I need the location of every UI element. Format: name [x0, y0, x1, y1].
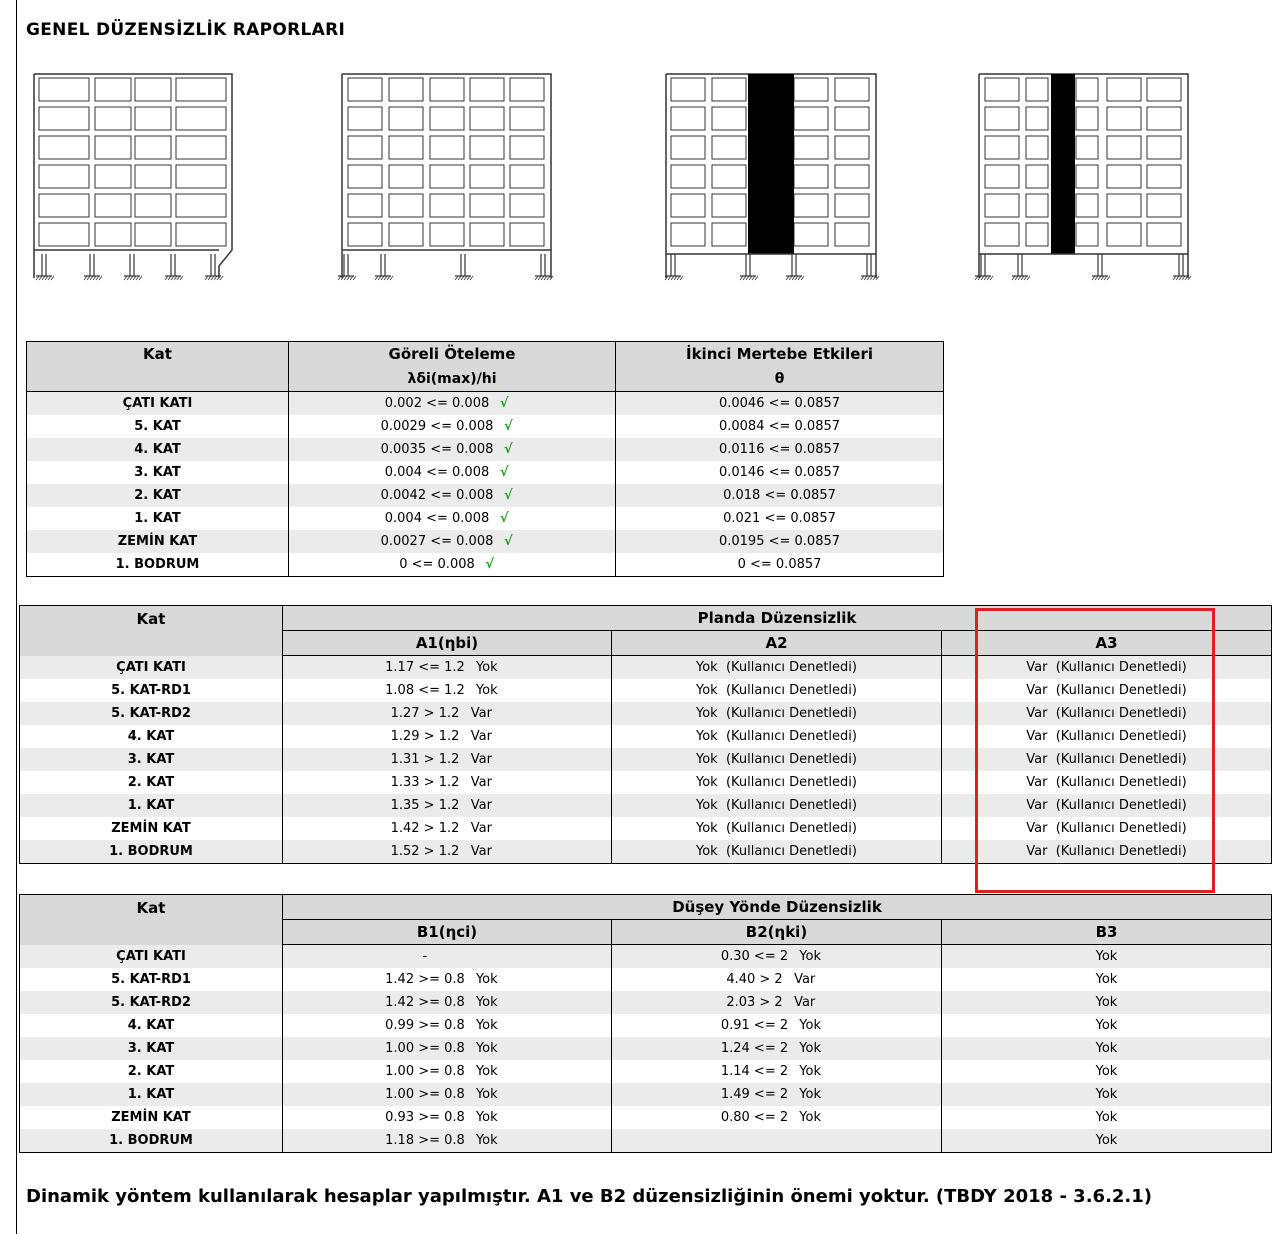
cell-a2: Yok (Kullanıcı Denetledi) — [612, 794, 942, 817]
table-row — [20, 945, 1272, 969]
check-icon: √ — [504, 534, 513, 549]
header-kat: Kat — [20, 895, 283, 945]
cell-kat: ZEMİN KAT — [20, 817, 283, 840]
table-row — [20, 1083, 1272, 1106]
cell-b1: 1.00 >= 0.8 Yok — [283, 1083, 612, 1106]
cell-kat: 2. KAT — [20, 771, 283, 794]
cell-kat: ÇATI KATI — [20, 656, 283, 680]
cell-b3: Yok — [942, 1037, 1272, 1060]
table-row — [20, 991, 1272, 1014]
header-kat: Kat — [20, 606, 283, 656]
check-icon: √ — [499, 511, 509, 526]
wide-shear-wall-building-icon — [658, 66, 883, 291]
cell-kat: 4. KAT — [20, 1014, 283, 1037]
cell-b1: 0.93 >= 0.8 Yok — [283, 1106, 612, 1129]
table-row: 1. BODRUM 0 <= 0.008 √ 0 <= 0.0857 — [27, 553, 944, 577]
vertical-irregularity-table — [19, 894, 1272, 1153]
table-row — [20, 968, 1272, 991]
cell-a2: Yok (Kullanıcı Denetledi) — [612, 702, 942, 725]
cell-kat: 2. KAT — [20, 1060, 283, 1083]
cell-a3: Var (Kullanıcı Denetledi) — [942, 817, 1272, 840]
cell-b2 — [612, 1129, 942, 1153]
header-kat-sub — [27, 366, 289, 392]
cell-b1: 1.42 >= 0.8 Yok — [283, 991, 612, 1014]
cell-kat: ÇATI KATI — [20, 945, 283, 969]
table-row — [20, 1060, 1272, 1083]
cell-kat: 3. KAT — [20, 1037, 283, 1060]
frame-illustrations — [0, 66, 1272, 296]
cell-a1: 1.35 > 1.2 Var — [283, 794, 612, 817]
table-row: ÇATI KATI 0.002 <= 0.008 √ 0.0046 <= 0.0857 — [27, 392, 944, 416]
cell-b2: 2.03 > 2 Var — [612, 991, 942, 1014]
cell-a1: 1.29 > 1.2 Var — [283, 725, 612, 748]
narrow-shear-wall-building-icon — [972, 66, 1197, 291]
cell-b3: Yok — [942, 968, 1272, 991]
page-title: GENEL DÜZENSİZLİK RAPORLARI — [26, 20, 346, 40]
check-icon: √ — [504, 488, 513, 503]
header-relative-drift: Göreli Öteleme — [289, 342, 616, 367]
cell-a2: Yok (Kullanıcı Denetledi) — [612, 817, 942, 840]
table-row — [20, 1014, 1272, 1037]
cell-a1: 1.42 > 1.2 Var — [283, 817, 612, 840]
cell-a3: Var (Kullanıcı Denetledi) — [942, 748, 1272, 771]
cell-a2: Yok (Kullanıcı Denetledi) — [612, 840, 942, 864]
cell-kat: 1. KAT — [20, 794, 283, 817]
header-b3: B3 — [942, 920, 1272, 945]
check-icon: √ — [504, 419, 513, 434]
cell-b3: Yok — [942, 991, 1272, 1014]
table-row: 1. KAT 0.004 <= 0.008 √ 0.021 <= 0.0857 — [27, 507, 944, 530]
header-b2: B2(ηki) — [612, 920, 942, 945]
cell-b3: Yok — [942, 1106, 1272, 1129]
cell-a2: Yok (Kullanıcı Denetledi) — [612, 771, 942, 794]
cell-b2: 0.80 <= 2 Yok — [612, 1106, 942, 1129]
header-kat: Kat — [27, 342, 289, 367]
cell-a3: Var (Kullanıcı Denetledi) — [942, 725, 1272, 748]
header-drift-formula: λδi(max)/hi — [289, 366, 616, 392]
cell-kat: 5. KAT-RD2 — [20, 991, 283, 1014]
table-row: 4. KAT 0.0035 <= 0.008 √ 0.0116 <= 0.0857 — [27, 438, 944, 461]
cell-a2: Yok (Kullanıcı Denetledi) — [612, 725, 942, 748]
cell-a1: 1.17 <= 1.2 Yok — [283, 656, 612, 680]
cell-b3: Yok — [942, 1129, 1272, 1153]
cell-b2: 1.14 <= 2 Yok — [612, 1060, 942, 1083]
footer-note: Dinamik yöntem kullanılarak hesaplar yapılmıştır. A1 ve B2 düzensizliğinin önemi yoktur. (TBDY 2018 - 3.6.2.1) — [26, 1186, 1153, 1207]
check-icon: √ — [485, 557, 495, 572]
cell-a1: 1.27 > 1.2 Var — [283, 702, 612, 725]
cell-b3: Yok — [942, 1014, 1272, 1037]
cell-b1: 0.99 >= 0.8 Yok — [283, 1014, 612, 1037]
cell-a1: 1.31 > 1.2 Var — [283, 748, 612, 771]
cell-a2: Yok (Kullanıcı Denetledi) — [612, 748, 942, 771]
header-a3: A3 — [942, 631, 1272, 656]
cell-a3: Var (Kullanıcı Denetledi) — [942, 702, 1272, 725]
cell-kat: ZEMİN KAT — [20, 1106, 283, 1129]
cell-a1: 1.33 > 1.2 Var — [283, 771, 612, 794]
cell-b1: 1.18 >= 0.8 Yok — [283, 1129, 612, 1153]
cell-b1: - — [283, 945, 612, 969]
cell-b2: 0.30 <= 2 Yok — [612, 945, 942, 969]
cell-kat: 5. KAT-RD1 — [20, 679, 283, 702]
cell-a3: Var (Kullanıcı Denetledi) — [942, 794, 1272, 817]
cell-a3: Var (Kullanıcı Denetledi) — [942, 679, 1272, 702]
cell-a2: Yok (Kullanıcı Denetledi) — [612, 679, 942, 702]
cell-kat: 4. KAT — [20, 725, 283, 748]
cell-kat: 5. KAT-RD1 — [20, 968, 283, 991]
cell-kat: 3. KAT — [20, 748, 283, 771]
cell-a3: Var (Kullanıcı Denetledi) — [942, 840, 1272, 864]
header-plan-irregularity: Planda Düzensizlik — [283, 606, 1272, 631]
header-vertical-irregularity: Düşey Yönde Düzensizlik — [283, 895, 1272, 920]
cell-b2: 4.40 > 2 Var — [612, 968, 942, 991]
check-icon: √ — [499, 396, 509, 411]
cell-b3: Yok — [942, 945, 1272, 969]
cell-b3: Yok — [942, 1083, 1272, 1106]
table-row — [20, 1106, 1272, 1129]
soft-story-building-icon — [26, 66, 246, 291]
cell-kat: 1. KAT — [20, 1083, 283, 1106]
header-second-order: İkinci Mertebe Etkileri — [616, 342, 944, 367]
header-a1: A1(ηbi) — [283, 631, 612, 656]
cell-kat: 1. BODRUM — [20, 840, 283, 864]
table-row: ZEMİN KAT 0.0027 <= 0.008 √ 0.0195 <= 0.0857 — [27, 530, 944, 553]
table-row: 5. KAT 0.0029 <= 0.008 √ 0.0084 <= 0.0857 — [27, 415, 944, 438]
cell-b3: Yok — [942, 1060, 1272, 1083]
cell-kat: 1. BODRUM — [20, 1129, 283, 1153]
check-icon: √ — [499, 465, 509, 480]
header-b1: B1(ηci) — [283, 920, 612, 945]
cell-a3: Var (Kullanıcı Denetledi) — [942, 656, 1272, 680]
drift-table — [26, 341, 944, 577]
cell-b2: 1.24 <= 2 Yok — [612, 1037, 942, 1060]
weak-story-building-icon — [335, 66, 555, 291]
cell-a1: 1.52 > 1.2 Var — [283, 840, 612, 864]
table-row — [20, 1037, 1272, 1060]
cell-kat: 5. KAT-RD2 — [20, 702, 283, 725]
table-row: 3. KAT 0.004 <= 0.008 √ 0.0146 <= 0.0857 — [27, 461, 944, 484]
cell-a2: Yok (Kullanıcı Denetledi) — [612, 656, 942, 680]
check-icon: √ — [504, 442, 513, 457]
table-row: 2. KAT 0.0042 <= 0.008 √ 0.018 <= 0.0857 — [27, 484, 944, 507]
cell-b2: 1.49 <= 2 Yok — [612, 1083, 942, 1106]
cell-b1: 1.00 >= 0.8 Yok — [283, 1037, 612, 1060]
header-theta: θ — [616, 366, 944, 392]
header-a2: A2 — [612, 631, 942, 656]
cell-b1: 1.42 >= 0.8 Yok — [283, 968, 612, 991]
cell-a3: Var (Kullanıcı Denetledi) — [942, 771, 1272, 794]
table-row — [20, 1129, 1272, 1153]
cell-b1: 1.00 >= 0.8 Yok — [283, 1060, 612, 1083]
cell-a1: 1.08 <= 1.2 Yok — [283, 679, 612, 702]
a3-highlight-box — [975, 608, 1215, 893]
cell-b2: 0.91 <= 2 Yok — [612, 1014, 942, 1037]
